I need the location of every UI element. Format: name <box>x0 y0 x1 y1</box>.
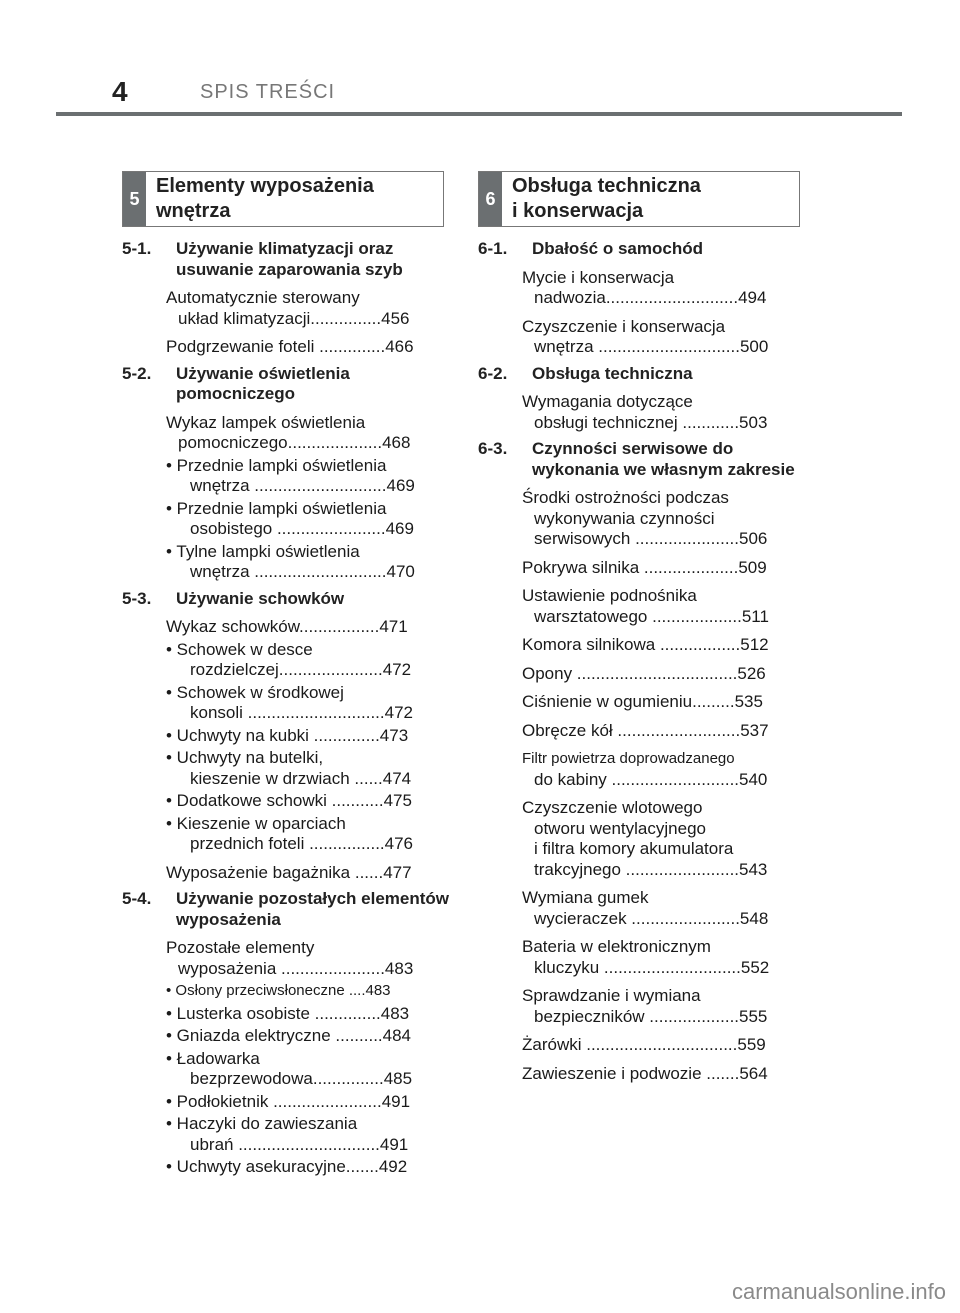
entry-line: Czyszczenie i konserwacja <box>522 316 726 336</box>
entry-line: Zawieszenie i podwozie .......564 <box>522 1063 768 1083</box>
toc-entry[interactable] <box>166 337 452 358</box>
toc-subentry[interactable] <box>166 456 452 497</box>
section-number: 6-3. <box>478 439 508 458</box>
entry-line: Wykaz schowków.................471 <box>166 617 408 636</box>
entry-line: Żarówki ................................559 <box>522 1035 766 1054</box>
toc-entry[interactable] <box>522 1035 808 1056</box>
entry-line: układ klimatyzacji...............456 <box>178 308 410 328</box>
entry-line: Automatycznie sterowany <box>166 288 360 307</box>
section-number: 6-2. <box>478 363 508 383</box>
toc-entry[interactable] <box>166 288 452 329</box>
entry-line: wyposażenia ......................483 <box>178 958 414 978</box>
entry-line: • Uchwyty asekuracyjne.......492 <box>166 1157 408 1176</box>
page-number: 4 <box>112 76 128 107</box>
section-number: 5-3. <box>122 588 152 608</box>
entry-line: trakcyjnego ........................543 <box>534 859 768 879</box>
entry-line: wycieraczek .......................548 <box>534 908 769 928</box>
toc-entry[interactable] <box>522 798 808 880</box>
entry-line: ubrań ..............................491 <box>190 1134 409 1154</box>
entry-line: osobistego .......................469 <box>190 519 414 538</box>
entry-line: Opony ..................................526 <box>522 663 766 683</box>
chapter-title <box>502 172 701 226</box>
toc-subentry[interactable] <box>166 542 452 583</box>
toc-entry[interactable] <box>522 749 808 790</box>
entry-line: Środki ostrożności podczas <box>522 488 729 507</box>
entry-line: i filtra komory akumulatora <box>534 839 734 858</box>
section-title: Obsługa techniczna <box>532 363 693 383</box>
chapter-title <box>146 172 374 226</box>
section-6-2 <box>478 364 808 434</box>
entry-line: • Uchwyty na kubki ..............473 <box>166 725 409 745</box>
toc-subentry[interactable] <box>166 1004 452 1025</box>
chapter-5-banner <box>122 171 444 227</box>
toc-entry[interactable] <box>522 317 808 358</box>
section-5-3 <box>122 589 452 884</box>
chapter-5-column <box>122 171 452 1178</box>
chapter-title-line: Elementy wyposażenia <box>156 175 374 197</box>
entry-line: Obręcze kół ..........................537 <box>522 720 769 740</box>
entry-line: • Ładowarka <box>166 1048 260 1068</box>
chapter-6-column <box>478 171 808 1084</box>
entry-line: • Schowek w środkowej <box>166 682 344 702</box>
section-title: Używanie pozostałych elementów wyposażenia <box>176 889 450 929</box>
chapter-title-line: wnętrza <box>156 200 231 222</box>
section-heading[interactable] <box>478 439 808 480</box>
entry-line: wnętrza ............................470 <box>190 562 415 581</box>
entry-line: Komora silnikowa .................512 <box>522 635 769 654</box>
toc-subentry[interactable] <box>166 1092 452 1113</box>
entry-line: Ustawienie podnośnika <box>522 586 697 605</box>
section-number: 5-1. <box>122 239 152 258</box>
section-6-1 <box>478 239 808 358</box>
section-title: Używanie schowków <box>176 588 345 608</box>
entry-line: Mycie i konserwacja <box>522 267 675 287</box>
entry-line: • Przednie lampki oświetlenia <box>166 498 387 518</box>
entry-line: kieszenie w drzwiach ......474 <box>190 768 412 788</box>
toc-entry[interactable] <box>166 863 452 884</box>
section-heading[interactable] <box>122 889 452 930</box>
toc-subentry[interactable] <box>166 1157 452 1178</box>
entry-line: bezprzewodowa...............485 <box>190 1069 413 1088</box>
entry-line: bezpieczników ...................555 <box>534 1006 768 1026</box>
toc-subentry[interactable] <box>166 640 452 681</box>
section-number: 5-4. <box>122 889 152 908</box>
page-header <box>0 0 960 120</box>
chapter-badge: 6 <box>479 172 502 226</box>
entry-line: Czyszczenie wlotowego <box>522 798 703 817</box>
entry-line: otworu wentylacyjnego <box>534 818 706 838</box>
toc-subentry[interactable] <box>166 1049 452 1090</box>
toc-entry[interactable] <box>522 635 808 656</box>
toc-entry[interactable] <box>522 1064 808 1085</box>
entry-line: • Lusterka osobiste ..............483 <box>166 1003 410 1023</box>
section-5-2 <box>122 364 452 583</box>
entry-line: wykonywania czynności <box>534 508 715 528</box>
chapter-badge: 5 <box>123 172 146 226</box>
running-title: SPIS TREŚCI <box>200 81 336 103</box>
entry-line: rozdzielczej......................472 <box>190 660 412 679</box>
section-title: Dbałość o samochód <box>532 239 703 258</box>
toc-subentry[interactable] <box>166 791 452 812</box>
entry-line: przednich foteli ................476 <box>190 834 414 853</box>
section-heading[interactable] <box>478 239 808 260</box>
entry-line: do kabiny ...........................540 <box>534 769 768 789</box>
entry-line: wnętrza ..............................500 <box>534 337 769 356</box>
entry-line: wnętrza ............................469 <box>190 476 415 495</box>
toc-entry[interactable] <box>522 721 808 742</box>
entry-line: obsługi technicznej ............503 <box>534 412 768 432</box>
section-title: Używanie klimatyzacji oraz usuwanie zaparowania szyb <box>176 239 403 279</box>
toc-subentry[interactable] <box>166 1026 452 1047</box>
entry-line: • Przednie lampki oświetlenia <box>166 455 387 475</box>
entry-line: Wyposażenie bagażnika ......477 <box>166 862 412 882</box>
watermark: carmanualsonline.info <box>731 1279 946 1304</box>
entry-line: kluczyku .............................552 <box>534 957 770 977</box>
chapter-6-banner <box>478 171 800 227</box>
entry-line: Sprawdzanie i wymiana <box>522 986 701 1005</box>
entry-line: warsztatowego ...................511 <box>534 606 769 626</box>
toc-entry[interactable] <box>522 268 808 309</box>
entry-line: Wykaz lampek oświetlenia <box>166 412 366 432</box>
entry-line: • Uchwyty na butelki, <box>166 748 324 767</box>
entry-line: Pozostałe elementy <box>166 938 315 957</box>
entry-line: • Dodatkowe schowki ...........475 <box>166 791 412 810</box>
section-6-3 <box>478 439 808 1084</box>
section-heading[interactable] <box>122 364 452 405</box>
toc-entry[interactable] <box>522 488 808 550</box>
section-number: 6-1. <box>478 239 508 258</box>
entry-line: • Tylne lampki oświetlenia <box>166 541 360 561</box>
entry-line: konsoli .............................472 <box>190 703 413 722</box>
toc-entry[interactable] <box>522 937 808 978</box>
toc-subentry[interactable] <box>166 683 452 724</box>
entry-line: • Kieszenie w oparciach <box>166 813 346 833</box>
entry-line: Ciśnienie w ogumieniu.........535 <box>522 692 763 711</box>
toc-entry[interactable] <box>166 938 452 979</box>
section-number: 5-2. <box>122 363 152 383</box>
toc-subentry[interactable] <box>166 814 452 855</box>
entry-line: Bateria w elektronicznym <box>522 937 711 956</box>
entry-line: • Haczyki do zawieszania <box>166 1114 358 1133</box>
chapter-title-line: Obsługa techniczna <box>512 175 701 197</box>
toc-subentry[interactable] <box>166 1114 452 1155</box>
toc-subentry[interactable] <box>166 499 452 540</box>
toc-entry[interactable] <box>522 888 808 929</box>
entry-line: serwisowych ......................506 <box>534 529 768 548</box>
section-title: Czynności serwisowe do wykonania we własnym zakresie <box>532 439 795 479</box>
entry-line: • Osłony przeciwsłoneczne ....483 <box>166 982 391 999</box>
section-title: Używanie oświetlenia pomocniczego <box>176 363 350 403</box>
entry-line: Filtr powietrza doprowadzanego <box>522 750 735 767</box>
entry-line: • Podłokietnik .......................491 <box>166 1091 411 1111</box>
header-rule <box>56 112 902 116</box>
entry-line: • Schowek w desce <box>166 639 313 659</box>
toc-subentry[interactable] <box>166 981 452 1002</box>
toc-entry[interactable] <box>522 692 808 713</box>
entry-line: • Gniazda elektryczne ..........484 <box>166 1026 412 1045</box>
toc-subentry[interactable] <box>166 726 452 747</box>
section-heading[interactable] <box>478 364 808 385</box>
toc-entry[interactable] <box>522 586 808 627</box>
toc-entry[interactable] <box>522 392 808 433</box>
entry-line: nadwozia............................494 <box>534 288 767 307</box>
chapter-title-line: i konserwacja <box>512 200 644 222</box>
entry-line: pomocniczego....................468 <box>178 433 411 452</box>
entry-line: Pokrywa silnika ....................509 <box>522 557 767 577</box>
section-5-4 <box>122 889 452 1178</box>
toc-entry[interactable] <box>522 558 808 579</box>
entry-line: Podgrzewanie foteli ..............466 <box>166 337 414 356</box>
toc-entry[interactable] <box>166 413 452 454</box>
entry-line: Wymagania dotyczące <box>522 392 693 411</box>
toc-entry[interactable] <box>166 617 452 638</box>
toc-entry[interactable] <box>522 986 808 1027</box>
entry-line: Wymiana gumek <box>522 888 649 907</box>
section-heading[interactable] <box>122 239 452 280</box>
toc-subentry[interactable] <box>166 748 452 789</box>
section-5-1 <box>122 239 452 358</box>
section-heading[interactable] <box>122 589 452 610</box>
toc-entry[interactable] <box>522 664 808 685</box>
